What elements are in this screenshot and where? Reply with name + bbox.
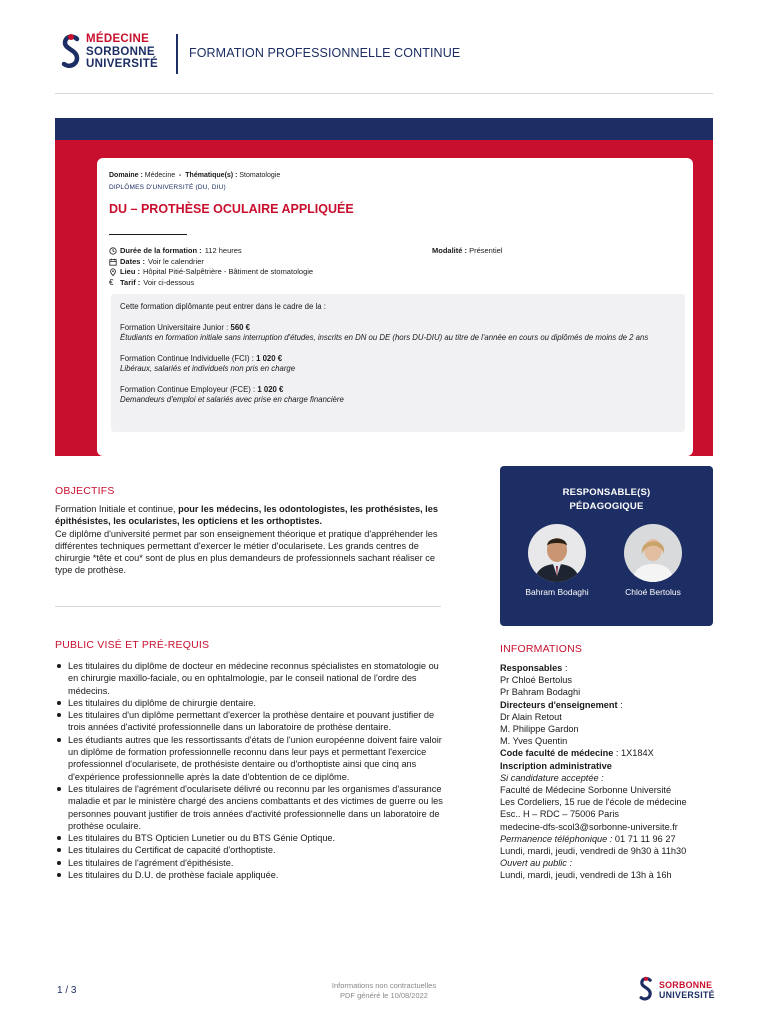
info-line: Pr Chloé Bertolus (500, 675, 573, 686)
course-meta (109, 172, 280, 179)
duree-label: Durée de la formation : (120, 246, 202, 255)
info-line: Faculté de Médecine Sorbonne Université (500, 785, 672, 796)
info-line: Lundi, mardi, jeudi, vendredi de 13h à 16h (500, 870, 672, 881)
tarif-value: Voir ci-dessous (143, 277, 195, 287)
page-number: 1 / 3 (57, 985, 77, 996)
list-item: Les titulaires du diplôme de docteur en médecine reconnus spécialistes en stomatologie ou en chirurgie maxillo-faciale, ou en ophtalmologie, par le conseil national de l'ordre des médecins. (55, 660, 445, 697)
list-item: Les titulaires de l'agrément d'épithésiste. (55, 857, 445, 869)
objectifs-audience: pour les médecins, les odontologistes, les prothésistes, les épithésistes, les ocularistes, les opticiens et les orthoptistes. (55, 504, 438, 527)
informations-body: Responsables : Pr Chloé Bertolus Pr Bahram Bodaghi Directeurs d'enseignement : Dr Alain Retout M. Philippe Gardon M. Yves Quentin Code faculté de médecine : 1X184X Inscription administrative Si candidature acceptée : Faculté de Médecine Sorbonne Université Les Cordeliers, 15 rue de l'école de médecine Esc.. H – RDC – 75006 Paris medecine-dfs-scol3@sorbonne-universite.fr Permanence téléphonique : 01 71 11 96 27 Lundi, mardi, jeudi, vendredi de 9h30 à 11h30 Ouvert au public : Lundi, mardi, jeudi, vendredi de 13h à 16h (500, 662, 715, 882)
domaine-value: Médecine (144, 172, 176, 179)
course-facts (109, 246, 313, 288)
tarif-label: Tarif : (120, 277, 141, 287)
footer-note: Informations non contractuelles PDF généré le 10/08/2022 (331, 981, 437, 1000)
list-item: Les titulaires du D.U. de prothèse faciale appliquée. (55, 869, 445, 881)
modalite-value: Présentiel (469, 246, 503, 255)
section-divider (55, 606, 441, 607)
tarif-item (120, 385, 676, 395)
page-header (55, 30, 713, 94)
tarif-item-label: Formation Continue Individuelle (FCI) : (120, 354, 257, 363)
sorbonne-s-icon (637, 976, 655, 1004)
domaine-label: Domaine : (109, 172, 143, 179)
logo-line-3: UNIVERSITÉ (86, 58, 159, 70)
info-line: Dr Alain Retout (500, 711, 562, 722)
avatar (528, 524, 586, 582)
lieu-value: Hôpital Pitié-Salpêtrière - Bâtiment de stomatologie (143, 267, 314, 276)
phone-number: 01 71 11 96 27 (612, 833, 676, 844)
calendar-icon (109, 258, 117, 266)
sorbonne-medecine-logo[interactable] (60, 33, 175, 73)
duree-row (109, 246, 313, 257)
tarif-item-desc: Étudiants en formation initiale sans interruption d'études, inscrits en DN ou DE (hors DU-DIU) au titre de l'année en cours ou diplômés de moins de 2 ans (120, 333, 649, 342)
tarif-item-desc: Libéraux, salariés et individuels non pris en charge (120, 364, 296, 373)
public-heading: PUBLIC VISÉ ET PRÉ-REQUIS (55, 639, 210, 651)
tarif-item-price: 560 € (230, 323, 251, 332)
responsable-name: Chloé Bertolus (625, 587, 681, 597)
tarif-item-price: 1 020 € (257, 385, 284, 394)
tarif-item (120, 354, 676, 364)
clock-icon (109, 247, 117, 255)
objectifs-body (55, 503, 445, 577)
list-item: Les titulaires de l'agrément d'ocularisete délivré ou reconnu par les organismes d'assurance maladie et par le ministère chargé des anciens combattants et des victimes de guerre ou les personnes pouvant justifier de trois années d'activité professionnelle dans un laboratoire de prothèse oculaire. (55, 783, 445, 832)
responsables-heading: RESPONSABLE(S) PÉDAGOGIQUE (562, 487, 651, 512)
course-title: DU – PROTHÈSE OCULAIRE APPLIQUÉE (109, 202, 354, 216)
tarif-item-desc: Demandeurs d'emploi et salariés avec prise en charge financière (120, 395, 344, 404)
title-underline (109, 234, 187, 235)
thematique-label: Thématique(s) : (185, 172, 238, 179)
map-pin-icon (109, 268, 117, 276)
email-link[interactable]: medecine-dfs-scol3@sorbonne-universite.fr (500, 821, 678, 832)
info-line: Pr Bahram Bodaghi (500, 687, 581, 698)
logo-line-1: MÉDECINE (86, 33, 150, 45)
dates-row (109, 257, 313, 268)
inscription-label: Inscription administrative (500, 760, 612, 771)
info-line: Esc.. H – RDC – 75006 Paris (500, 809, 619, 820)
responsables-card (500, 466, 713, 626)
objectifs-heading: OBJECTIFS (55, 485, 115, 497)
course-category: DIPLÔMES D'UNIVERSITÉ (DU, DIU) (109, 184, 226, 191)
person-photo-icon (624, 524, 682, 582)
thematique-value: Stomatologie (239, 172, 281, 179)
avatar (624, 524, 682, 582)
modalite-label: Modalité : (432, 246, 467, 255)
person-photo-icon (528, 524, 586, 582)
dates-link[interactable]: Voir le calendrier (148, 256, 204, 266)
tarif-row (109, 278, 313, 289)
tarifs-box (111, 294, 685, 432)
euro-icon: € (109, 277, 114, 287)
informations-heading: INFORMATIONS (500, 643, 583, 655)
public-list (55, 660, 445, 881)
tarif-item-label: Formation Continue Employeur (FCE) : (120, 385, 258, 394)
lieu-row (109, 267, 313, 278)
info-line: Les Cordeliers, 15 rue de l'école de médecine (500, 797, 687, 808)
tarif-item-price: 1 020 € (256, 354, 283, 363)
info-line: Lundi, mardi, jeudi, vendredi de 9h30 à 11h30 (500, 846, 687, 857)
logo-wordmark (86, 33, 158, 71)
banner-blue-band (55, 118, 713, 140)
list-item: Les titulaires du BTS Opticien Lunetier ou du BTS Génie Optique. (55, 832, 445, 844)
tarif-item (120, 323, 676, 333)
lieu-label: Lieu : (120, 267, 140, 276)
responsable-name: Bahram Bodaghi (525, 587, 589, 597)
info-line: M. Yves Quentin (500, 736, 568, 747)
info-line: M. Philippe Gardon (500, 724, 579, 735)
objectifs-description: Ce diplôme d'université permet par son enseignement théorique et pratique d'appréhender les différentes techniques permettant d'exercer le métier d'ocularisete. Les grands centres de chirurgie *tête et cou* sont de plus en plus demandeurs de professionnels sachant réaliser ce type de prothèse. (55, 528, 438, 576)
duree-value: 112 heures (204, 246, 242, 255)
objectifs-intro: Formation Initiale et continue, (55, 504, 179, 514)
list-item: Les titulaires du diplôme de chirurgie dentaire. (55, 697, 445, 709)
course-card (97, 158, 693, 456)
logo-line-2: SORBONNE (86, 45, 155, 58)
list-item: Les étudiants autres que les ressortissants d'états de l'union européenne doivent faire valoir un diplôme de formation professionnelle reconnu dans leur pays et permettant l'exercice professionnel d'ocularisete, de prothésiste dentaire ou d'orthoptiste ainsi que cinq ans d'expérience professionnelle après la date d'obtention de ce diplôme. (55, 734, 445, 783)
tarifs-intro: Cette formation diplômante peut entrer dans le cadre de la : (120, 302, 326, 311)
meta-separator: - (179, 172, 182, 179)
dates-label: Dates : (120, 256, 146, 266)
footer-logo: SORBONNE UNIVERSITÉ (637, 976, 717, 1004)
sorbonne-s-icon (60, 33, 82, 73)
list-item: Les titulaires d'un diplôme permettant d'exercer la prothèse dentaire et pouvant justifier de trois années d'activité professionnelle dans un laboratoire de prothèse dentaire. (55, 709, 445, 734)
list-item: Les titulaires du Certificat de capacité d'orthoptiste. (55, 844, 445, 856)
header-title: FORMATION PROFESSIONNELLE CONTINUE (189, 46, 461, 60)
header-divider (176, 34, 178, 74)
tarif-item-label: Formation Universitaire Junior : (120, 323, 231, 332)
modalite (432, 246, 502, 255)
